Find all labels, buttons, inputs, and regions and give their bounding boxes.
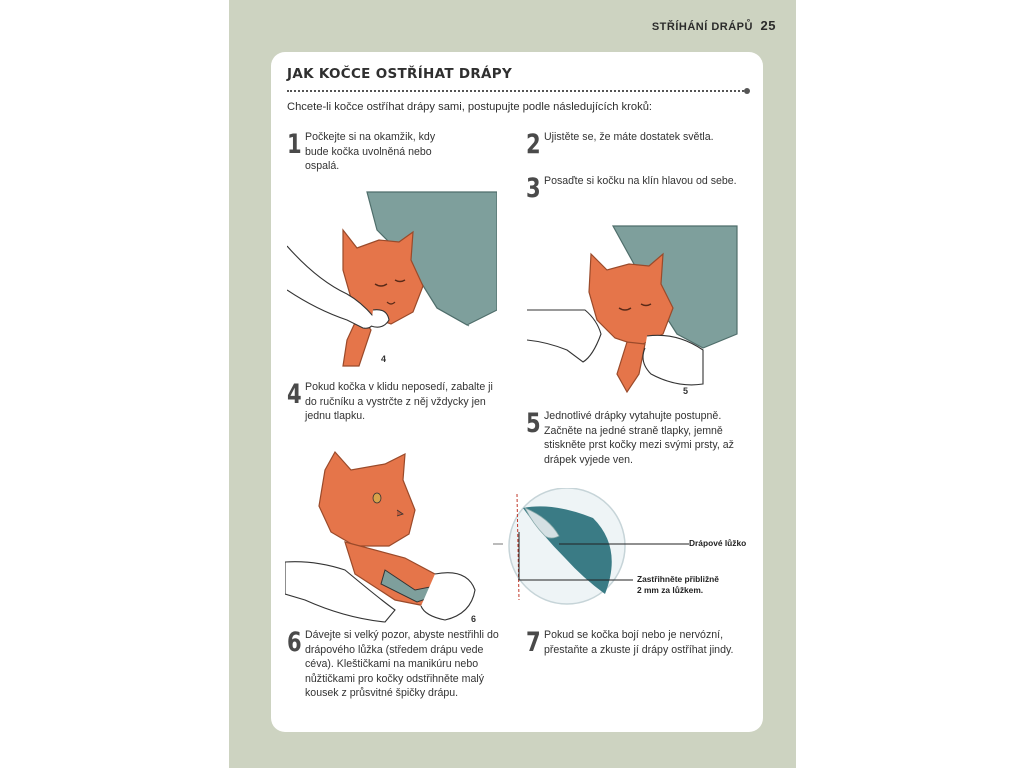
callout-nail-bed: Drápové lůžko [689,538,747,548]
step-text: Posaďte si kočku na klín hlavou od sebe. [544,175,737,187]
title-divider [287,90,747,92]
callout-trim-guide [637,574,719,596]
illustration-wrapped-cat [287,190,497,370]
figure-label: 5 [683,386,689,396]
illustration-extending-claw [527,224,749,400]
step-number: 2 [526,129,541,160]
step-number: 7 [526,627,541,658]
step-text: Pokud se kočka bojí nebo je nervózní, přestaňte a zkuste jí drápy ostříhat jindy. [544,629,734,656]
info-card [271,52,763,732]
illustration-clipping-claw [285,450,485,626]
card-title: JAK KOČCE OSTŘÍHAT DRÁPY [287,66,513,82]
book-page [229,0,796,768]
step-number: 4 [287,379,302,410]
callout-trim-line-1: Zastřihněte přibližně [637,574,719,584]
claw-detail-diagram [493,488,763,612]
step-text: Dávejte si velký pozor, abyste nestřihli do drápového lůžka (středem drápu vede céva). Kleštičkami na manikúru nebo nůžtičkami pro kočky odstřihněte malý kousek z průsvitné špičky drápu. [305,629,499,699]
figure-label: 4 [381,354,387,364]
page-number: 25 [760,18,776,33]
step-text: Pokud kočka v klidu neposedí, zabalte ji do ručníku a vystrčte z něj vždycky jen jednu tlapku. [305,381,493,422]
callout-trim-line-2: 2 mm za lůžkem. [637,585,704,595]
running-head [652,18,776,33]
figure-label: 6 [471,614,477,624]
step-number: 3 [526,173,541,204]
step-text: Jednotlivé drápky vytahujte postupně. Začněte na jedné straně tlapky, jemně stiskněte prst kočky mezi svými prsty, až drápek vyjede ven. [544,410,734,466]
step-number: 5 [526,408,541,439]
step-number: 6 [287,627,302,658]
step-text: Ujistěte se, že máte dostatek světla. [544,131,714,143]
intro-text: Chcete-li kočce ostříhat drápy sami, postupujte podle následujících kroků: [287,101,653,113]
section-title: STŘÍHÁNÍ DRÁPŮ [651,21,753,33]
step-text: Počkejte si na okamžik, kdy bude kočka uvolněná nebo ospalá. [305,131,436,172]
step-number: 1 [287,129,302,160]
